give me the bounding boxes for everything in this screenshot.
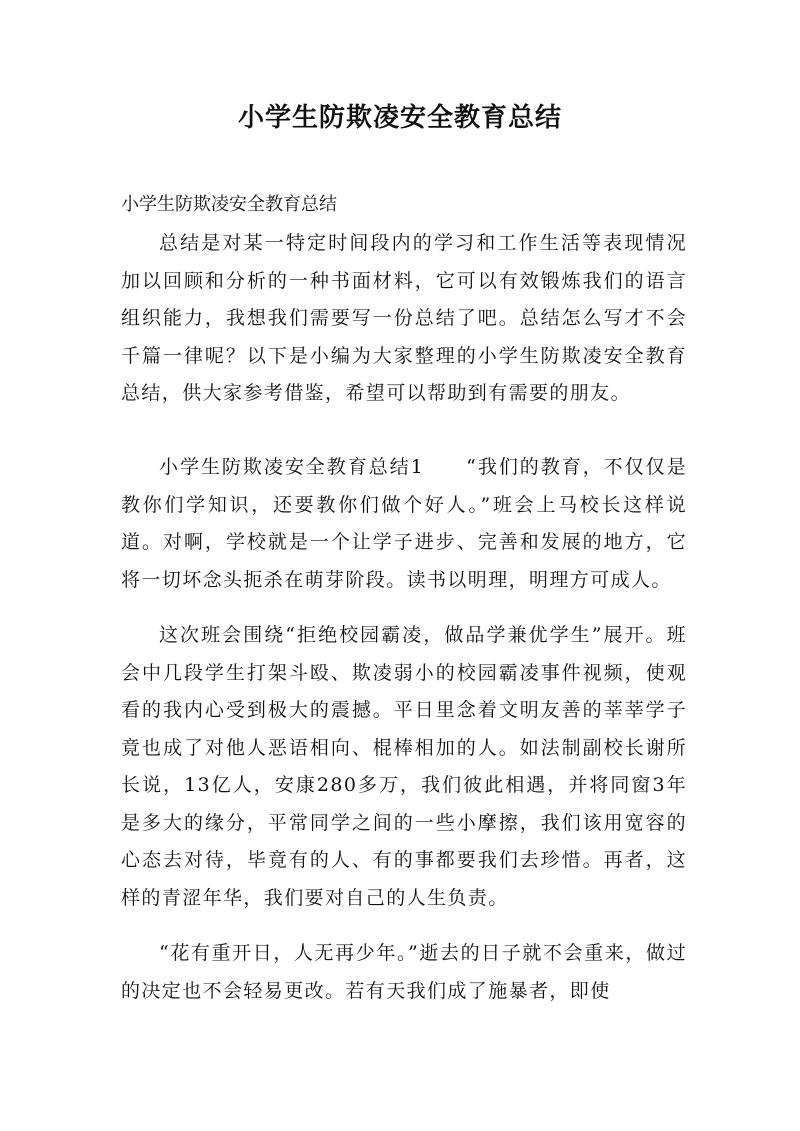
intro-paragraph: 总结是对某一特定时间段内的学习和工作生活等表现情况加以回顾和分析的一种书面材料，它可以有效锻炼我们的语言组织能力，我想我们需要写一份总结了吧。总结怎么写才不会千篇一律呢？以下是小编为大家整理的小学生防欺凌安全教育总结，供大家参考借鉴，希望可以帮助到有需要的朋友。: [121, 232, 687, 404]
section-1-heading: 小学生防欺凌安全教育总结1: [159, 456, 425, 478]
class-meeting-paragraph: 这次班会围绕“拒绝校园霸凌，做品学兼优学生”展开。班会中几段学生打架斗殴、欺凌弱小的校园霸凌事件视频，使观看的我内心受到极大的震撼。平日里念着文明友善的莘莘学子竟也成了对他人恶语相向、棍棒相加的人。如法制副校长谢所长说，13亿人，安康280多万，我们彼此相遇，并将同窗3年是多大的缘分，平常同学之间的一些小摩擦，我们该用宽容的心态去对待，毕竟有的人、有的事都要我们去珍惜。再者，这样的青涩年华，我们要对自己的人生负责。: [121, 624, 687, 909]
section-1-text: “我们的教育，不仅仅是教你们学知识，还要教你们做个好人。”班会上马校长这样说道。对啊，学校就是一个让学子进步、完善和发展的地方，它将一切坏念头扼杀在萌芽阶段。读书以明理，明理方可成人。: [121, 456, 687, 591]
closing-paragraph: “花有重开日，人无再少年。”逝去的日子就不会重来，做过的决定也不会轻易更改。若有天我们成了施暴者，即使: [121, 942, 687, 1002]
document-title: 小学生防欺凌安全教育总结: [237, 103, 562, 133]
document-subtitle: 小学生防欺凌安全教育总结: [121, 194, 337, 215]
section-1-paragraph: [121, 449, 687, 599]
